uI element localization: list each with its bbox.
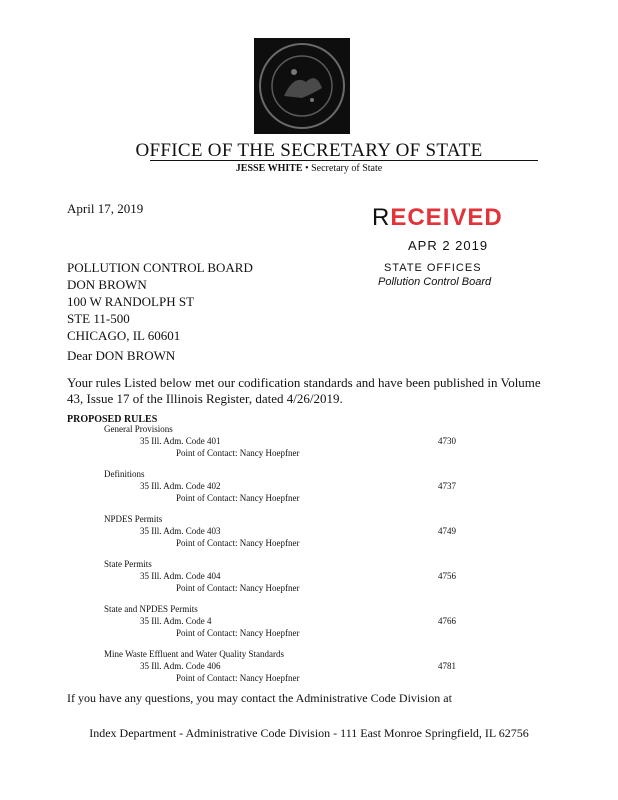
rule-code: 35 Ill. Adm. Code 401 — [140, 436, 221, 446]
address-line: CHICAGO, IL 60601 — [67, 328, 181, 343]
rule-contact: Point of Contact: Nancy Hoepfner — [176, 493, 300, 503]
rule-title: General Provisions — [104, 424, 173, 434]
office-title: OFFICE OF THE SECRETARY OF STATE — [135, 140, 483, 161]
rule-contact: Point of Contact: Nancy Hoepfner — [176, 538, 300, 548]
body-paragraph: Your rules Listed below met our codification standards and have been published in Volume 43, Issue 17 of the Illinois Register, dated 4/26/2019. — [67, 375, 541, 406]
rule-code: 35 Ill. Adm. Code 403 — [140, 526, 221, 536]
stamp-board: Pollution Control Board — [378, 276, 492, 288]
stamp-received-lead: R — [372, 204, 391, 231]
rule-page: 4730 — [438, 436, 456, 446]
seal-emblem-icon — [254, 38, 350, 134]
rule-contact: Point of Contact: Nancy Hoepfner — [176, 628, 300, 638]
address-line: DON BROWN — [67, 277, 147, 292]
rule-code: 35 Ill. Adm. Code 402 — [140, 481, 221, 491]
title-rule — [150, 160, 538, 161]
stamp-date: APR 2 2019 — [408, 238, 489, 253]
rule-entry — [0, 468, 618, 508]
separator-dot: • — [302, 163, 312, 174]
state-seal — [254, 38, 350, 134]
rule-entry — [0, 558, 618, 598]
rule-entry — [0, 423, 618, 463]
rule-title: State Permits — [104, 559, 152, 569]
stamp-received — [372, 204, 503, 232]
rule-page: 4749 — [438, 526, 456, 536]
rule-title: State and NPDES Permits — [104, 604, 198, 614]
received-stamp — [372, 204, 512, 294]
stamp-office: STATE OFFICES — [384, 262, 482, 274]
rule-page: 4737 — [438, 481, 456, 491]
secretary-name: JESSE WHITE — [235, 163, 303, 174]
secretary-role: Secretary of State — [311, 163, 383, 174]
rule-title: Definitions — [104, 469, 145, 479]
letter-date: April 17, 2019 — [67, 201, 144, 216]
footer-address: Index Department - Administrative Code Division - 111 East Monroe Springfield, IL 62756 — [89, 726, 529, 740]
rule-page: 4756 — [438, 571, 456, 581]
address-line: 100 W RANDOLPH ST — [67, 294, 195, 309]
greeting: Dear DON BROWN — [67, 348, 176, 363]
rule-contact: Point of Contact: Nancy Hoepfner — [176, 448, 300, 458]
address-line: POLLUTION CONTROL BOARD — [67, 260, 253, 275]
rule-entry — [0, 603, 618, 643]
rule-code: 35 Ill. Adm. Code 406 — [140, 661, 221, 671]
rule-contact: Point of Contact: Nancy Hoepfner — [176, 583, 300, 593]
rule-title: Mine Waste Effluent and Water Quality Standards — [104, 649, 285, 659]
rule-code: 35 Ill. Adm. Code 404 — [140, 571, 221, 581]
rule-entry — [0, 648, 618, 688]
recipient-address — [67, 259, 253, 344]
rule-code: 35 Ill. Adm. Code 4 — [140, 616, 212, 626]
rule-contact: Point of Contact: Nancy Hoepfner — [176, 673, 300, 683]
rule-title: NPDES Permits — [104, 514, 163, 524]
rule-entry — [0, 513, 618, 553]
stamp-received-rest: ECEIVED — [390, 204, 503, 231]
address-line: STE 11-500 — [67, 311, 130, 326]
rule-page: 4766 — [438, 616, 456, 626]
rule-page: 4781 — [438, 661, 456, 671]
proposed-rules-heading: PROPOSED RULES — [67, 414, 158, 425]
closing-text: If you have any questions, you may contact the Administrative Code Division at — [67, 691, 452, 705]
secretary-line — [0, 163, 618, 174]
